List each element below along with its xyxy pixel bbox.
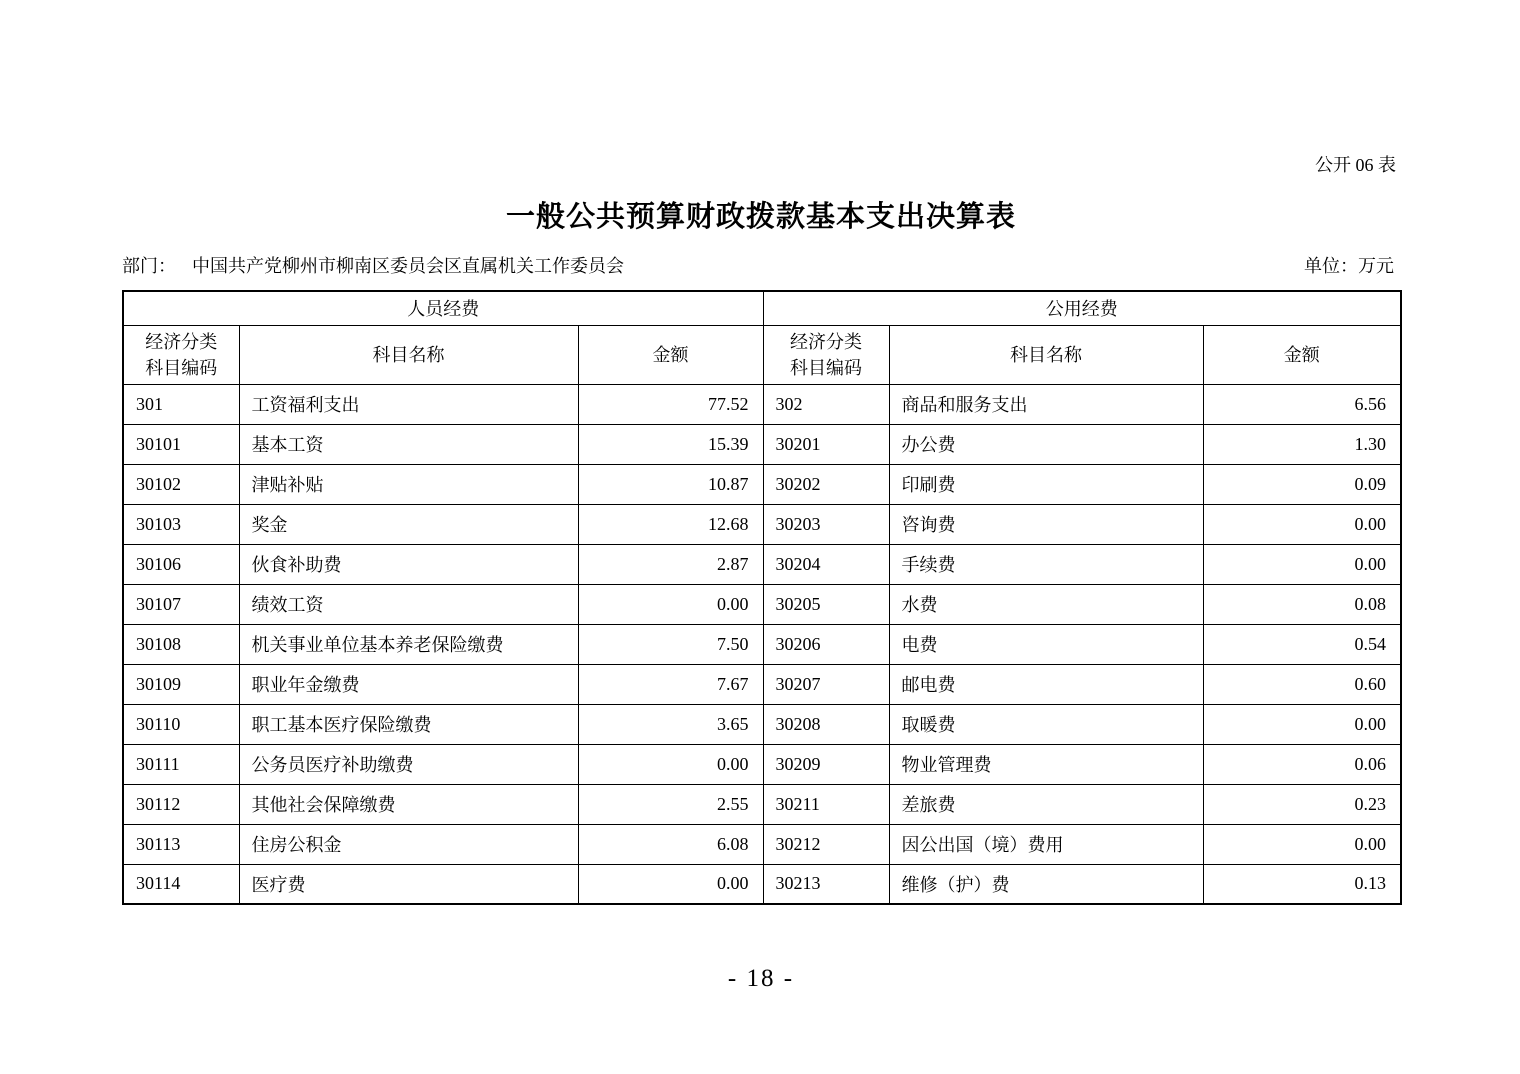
- table-row: [123, 784, 1401, 824]
- right-code-cell: 30209: [763, 744, 889, 784]
- right-name-cell: 维修（护）费: [889, 864, 1203, 904]
- left-amount-cell: 0.00: [578, 584, 763, 624]
- left-amount-cell: 12.68: [578, 504, 763, 544]
- right-name-cell: 物业管理费: [889, 744, 1203, 784]
- right-code-cell: 30203: [763, 504, 889, 544]
- left-name-cell: 津贴补贴: [239, 464, 578, 504]
- expenditure-table: [122, 290, 1402, 905]
- right-code-cell: 30205: [763, 584, 889, 624]
- table-row: [123, 424, 1401, 464]
- right-name-cell: 水费: [889, 584, 1203, 624]
- left-amount-cell: 15.39: [578, 424, 763, 464]
- left-amount-cell: 3.65: [578, 704, 763, 744]
- column-header-row: [123, 325, 1401, 384]
- right-code-cell: 30206: [763, 624, 889, 664]
- left-name-cell: 医疗费: [239, 864, 578, 904]
- left-amount-cell: 10.87: [578, 464, 763, 504]
- right-code-cell: 30211: [763, 784, 889, 824]
- right-code-cell: 30204: [763, 544, 889, 584]
- table-row: [123, 624, 1401, 664]
- left-code-cell: 30101: [123, 424, 239, 464]
- right-amount-cell: 0.06: [1203, 744, 1401, 784]
- department-line: [122, 254, 624, 278]
- right-amount-cell: 0.00: [1203, 504, 1401, 544]
- left-code-cell: 301: [123, 384, 239, 424]
- right-amount-cell: 0.00: [1203, 824, 1401, 864]
- left-code-cell: 30112: [123, 784, 239, 824]
- left-amount-cell: 0.00: [578, 744, 763, 784]
- document-page: [122, 0, 1400, 995]
- left-name-cell: 伙食补助费: [239, 544, 578, 584]
- left-name-cell: 机关事业单位基本养老保险缴费: [239, 624, 578, 664]
- right-code-cell: 30212: [763, 824, 889, 864]
- left-name-cell: 基本工资: [239, 424, 578, 464]
- right-col-header-amount: 金额: [1203, 325, 1401, 384]
- table-row: [123, 544, 1401, 584]
- right-amount-cell: 0.00: [1203, 544, 1401, 584]
- right-amount-cell: 1.30: [1203, 424, 1401, 464]
- left-amount-cell: 7.67: [578, 664, 763, 704]
- page-title: 一般公共预算财政拨款基本支出决算表: [505, 201, 1016, 233]
- table-row: [123, 664, 1401, 704]
- table-row: [123, 584, 1401, 624]
- right-amount-cell: 0.60: [1203, 664, 1401, 704]
- right-name-cell: 取暖费: [889, 704, 1203, 744]
- right-name-cell: 因公出国（境）费用: [889, 824, 1203, 864]
- left-group-header: 人员经费: [123, 291, 763, 325]
- table-row: [123, 824, 1401, 864]
- left-name-cell: 住房公积金: [239, 824, 578, 864]
- left-amount-cell: 77.52: [578, 384, 763, 424]
- right-code-cell: 30207: [763, 664, 889, 704]
- table-row: [123, 704, 1401, 744]
- left-amount-cell: 6.08: [578, 824, 763, 864]
- page-number: - 18 -: [727, 965, 795, 992]
- left-code-cell: 30113: [123, 824, 239, 864]
- right-name-cell: 办公费: [889, 424, 1203, 464]
- right-code-cell: 30201: [763, 424, 889, 464]
- left-col-header-name: 科目名称: [239, 325, 578, 384]
- right-col-header-code: [763, 325, 889, 384]
- right-name-cell: 咨询费: [889, 504, 1203, 544]
- left-amount-cell: 0.00: [578, 864, 763, 904]
- table-row: [123, 744, 1401, 784]
- left-name-cell: 职工基本医疗保险缴费: [239, 704, 578, 744]
- left-name-cell: 职业年金缴费: [239, 664, 578, 704]
- right-name-cell: 邮电费: [889, 664, 1203, 704]
- left-col-header-code: [123, 325, 239, 384]
- right-name-cell: 电费: [889, 624, 1203, 664]
- code-header-line1: 经济分类: [790, 331, 862, 352]
- doc-code-label: 公开 06 表: [1315, 155, 1396, 175]
- group-header-row: [123, 291, 1401, 325]
- left-name-cell: 其他社会保障缴费: [239, 784, 578, 824]
- right-amount-cell: 0.54: [1203, 624, 1401, 664]
- table-row: [123, 464, 1401, 504]
- left-col-header-amount: 金额: [578, 325, 763, 384]
- left-code-cell: 30111: [123, 744, 239, 784]
- left-code-cell: 30108: [123, 624, 239, 664]
- right-name-cell: 手续费: [889, 544, 1203, 584]
- left-code-cell: 30107: [123, 584, 239, 624]
- table-row: [123, 384, 1401, 424]
- code-header-line2: 科目编码: [145, 357, 218, 378]
- right-amount-cell: 0.00: [1203, 704, 1401, 744]
- unit-label: 单位：万元: [1304, 256, 1394, 276]
- right-amount-cell: 6.56: [1203, 384, 1401, 424]
- department-value: 中国共产党柳州市柳南区委员会区直属机关工作委员会: [192, 256, 624, 276]
- table-row: [123, 504, 1401, 544]
- code-header-line1: 经济分类: [145, 331, 218, 352]
- right-code-cell: 30202: [763, 464, 889, 504]
- left-name-cell: 公务员医疗补助缴费: [239, 744, 578, 784]
- left-amount-cell: 7.50: [578, 624, 763, 664]
- right-name-cell: 商品和服务支出: [889, 384, 1203, 424]
- left-name-cell: 奖金: [239, 504, 578, 544]
- left-name-cell: 绩效工资: [239, 584, 578, 624]
- right-name-cell: 差旅费: [889, 784, 1203, 824]
- left-code-cell: 30110: [123, 704, 239, 744]
- meta-row: [122, 254, 1400, 278]
- left-code-cell: 30109: [123, 664, 239, 704]
- right-code-cell: 30213: [763, 864, 889, 904]
- right-amount-cell: 0.13: [1203, 864, 1401, 904]
- right-amount-cell: 0.08: [1203, 584, 1401, 624]
- code-header-line2: 科目编码: [790, 357, 862, 378]
- left-code-cell: 30106: [123, 544, 239, 584]
- right-amount-cell: 0.09: [1203, 464, 1401, 504]
- right-code-cell: 302: [763, 384, 889, 424]
- right-col-header-name: 科目名称: [889, 325, 1203, 384]
- left-code-cell: 30114: [123, 864, 239, 904]
- right-code-cell: 30208: [763, 704, 889, 744]
- right-amount-cell: 0.23: [1203, 784, 1401, 824]
- left-amount-cell: 2.87: [578, 544, 763, 584]
- left-code-cell: 30102: [123, 464, 239, 504]
- department-label: 部门：: [122, 256, 176, 276]
- table-row: [123, 864, 1401, 904]
- left-name-cell: 工资福利支出: [239, 384, 578, 424]
- right-name-cell: 印刷费: [889, 464, 1203, 504]
- right-group-header: 公用经费: [763, 291, 1401, 325]
- left-amount-cell: 2.55: [578, 784, 763, 824]
- left-code-cell: 30103: [123, 504, 239, 544]
